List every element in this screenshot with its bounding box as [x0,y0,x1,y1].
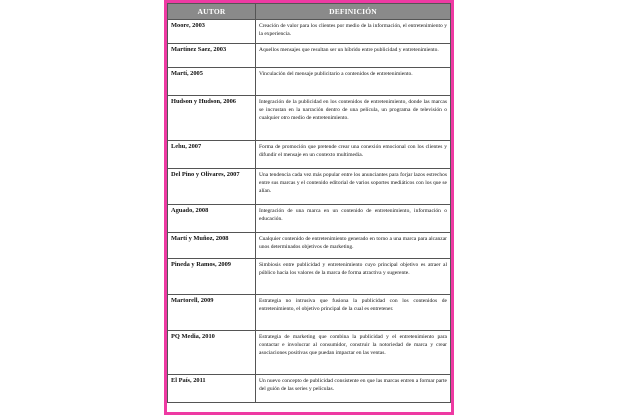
author-cell: Moore, 2003 [168,20,256,44]
author-cell: PQ Media, 2010 [168,331,256,375]
table-row [168,233,451,259]
table-row [168,259,451,295]
definition-cell: Simbiosis entre publicidad y entretenimiento cuyo principal objetivo es atraer al público hacia los valores de la marca de forma atractiva y sugerente. [256,259,451,295]
table-row [168,375,451,403]
definition-cell: Forma de promoción que pretende crear una conexión emocional con los clientes y difundir el mensaje en un contexto multimedia. [256,141,451,169]
author-cell: El País, 2011 [168,375,256,403]
definition-cell: Aquellos mensajes que resultan ser un híbrido entre publicidad y entretenimiento. [256,44,451,68]
author-cell: Martínez Saez, 2003 [168,44,256,68]
definitions-table [167,3,451,403]
definition-cell: Cualquier contenido de entretenimiento generado en torno a una marca para alcanzar unos determinados objetivos de marketing. [256,233,451,259]
table-row [168,20,451,44]
definition-cell: Vinculación del mensaje publicitario a contenidos de entretenimiento. [256,68,451,96]
table-row [168,141,451,169]
table-header-row [168,4,451,20]
table-row [168,169,451,205]
pink-frame [164,0,454,415]
header-definition: DEFINICIÓN [256,4,451,20]
definition-cell: Integración de la publicidad en los contenidos de entretenimiento, donde las marcas se incrustan en la narración dentro de una película, un programa de televisión o cualquier otro medio de entretenimiento. [256,96,451,141]
author-cell: Hudson y Hudson, 2006 [168,96,256,141]
table-row [168,295,451,331]
author-cell: Pineda y Ramos, 2009 [168,259,256,295]
author-cell: Lehu, 2007 [168,141,256,169]
table-row [168,44,451,68]
definition-cell: Estrategia de marketing que combina la publicidad y el entretenimiento para contactar e involucrar al consumidor, construir la notoriedad de marca y crear asociaciones positivas que puedan impactar en las ventas. [256,331,451,375]
author-cell: Martí y Muñoz, 2008 [168,233,256,259]
author-cell: Martorell, 2009 [168,295,256,331]
table-row [168,68,451,96]
author-cell: Del Pino y Olivares, 2007 [168,169,256,205]
author-cell: Aguado, 2008 [168,205,256,233]
definition-cell: Integración de una marca en un contenido de entretenimiento, información o educación. [256,205,451,233]
author-cell: Martí, 2005 [168,68,256,96]
definition-cell: Creación de valor para los clientes por medio de la información, el entretenimiento y la experiencia. [256,20,451,44]
table-row [168,205,451,233]
definition-cell: Una tendencia cada vez más popular entre los anunciantes para forjar lazos estrechos entre sus marcas y el contenido editorial de varios soportes mediáticos con los que se alían. [256,169,451,205]
definition-cell: Un nuevo concepto de publicidad consistente en que las marcas entren a formar parte del guión de las series y películas. [256,375,451,403]
header-author: AUTOR [168,4,256,20]
definition-cell: Estrategia no intrusiva que fusiona la publicidad con los contenidos de entretenimiento, el objetivo principal de la cual es entretener. [256,295,451,331]
table-row [168,331,451,375]
table-row [168,96,451,141]
document-sheet [167,3,451,412]
